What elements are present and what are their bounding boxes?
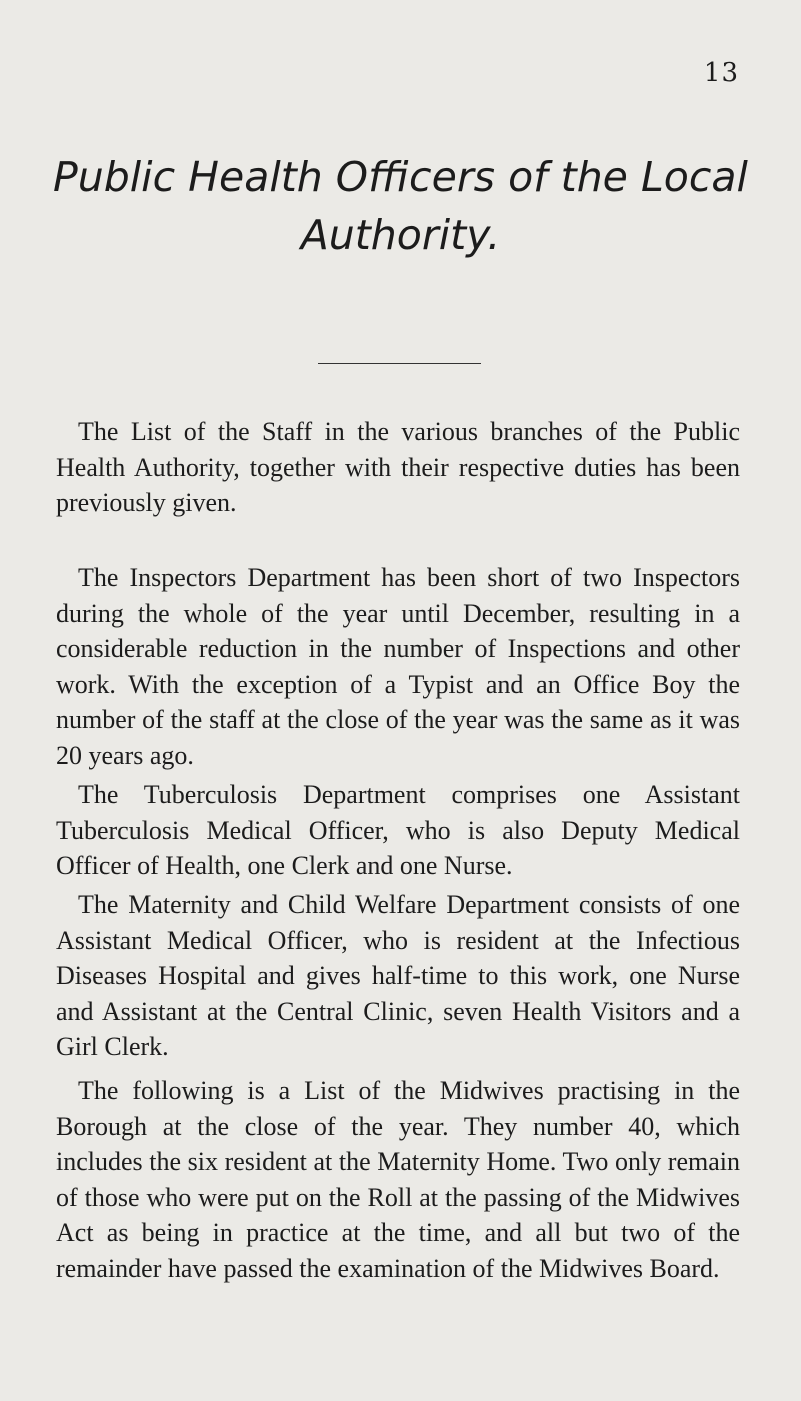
paragraph-tuberculosis-department: The Tuberculosis Department comprises one Assistant Tuberculosis Medical Officer, who is also Deputy Medical Officer of Health, one Clerk and one Nurse. xyxy=(56,780,740,880)
page-number: 13 xyxy=(703,58,739,88)
paragraph-staff-list: The List of the Staff in the various branches of the Public Health Authority, together with their respective duties has been previously given. xyxy=(56,417,740,517)
paragraph-inspectors-department: The Inspectors Department has been short of two Inspectors during the whole of the year until December, resulting in a considerable reduction in the number of Inspections and other work. With the exception of a Typist and an Office Boy the number of the staff at the close of the year was the same as it was 20 years ago. xyxy=(56,563,740,770)
title-line-2: Authority. xyxy=(300,211,501,259)
title-line-1: Public Health Officers of the Local xyxy=(53,153,748,201)
paragraph-midwives: The following is a List of the Midwives practising in the Borough at the close of the year. They number 40, which includes the six resident at the Maternity Home. Two only remain of those who were put on the Roll at the passing of the Midwives Act as being in practice at the time, and all but two of the remainder have passed the examination of the Midwives Board. xyxy=(56,1076,740,1283)
paragraph-maternity-department: The Maternity and Child Welfare Department consists of one Assistant Medical Officer, who is resident at the Infectious Diseases Hospital and gives half-time to this work, one Nurse and Assistant at the Central Clinic, seven Health Visitors and a Girl Clerk. xyxy=(56,890,740,1061)
title-divider xyxy=(318,363,481,364)
page-title xyxy=(0,148,801,264)
